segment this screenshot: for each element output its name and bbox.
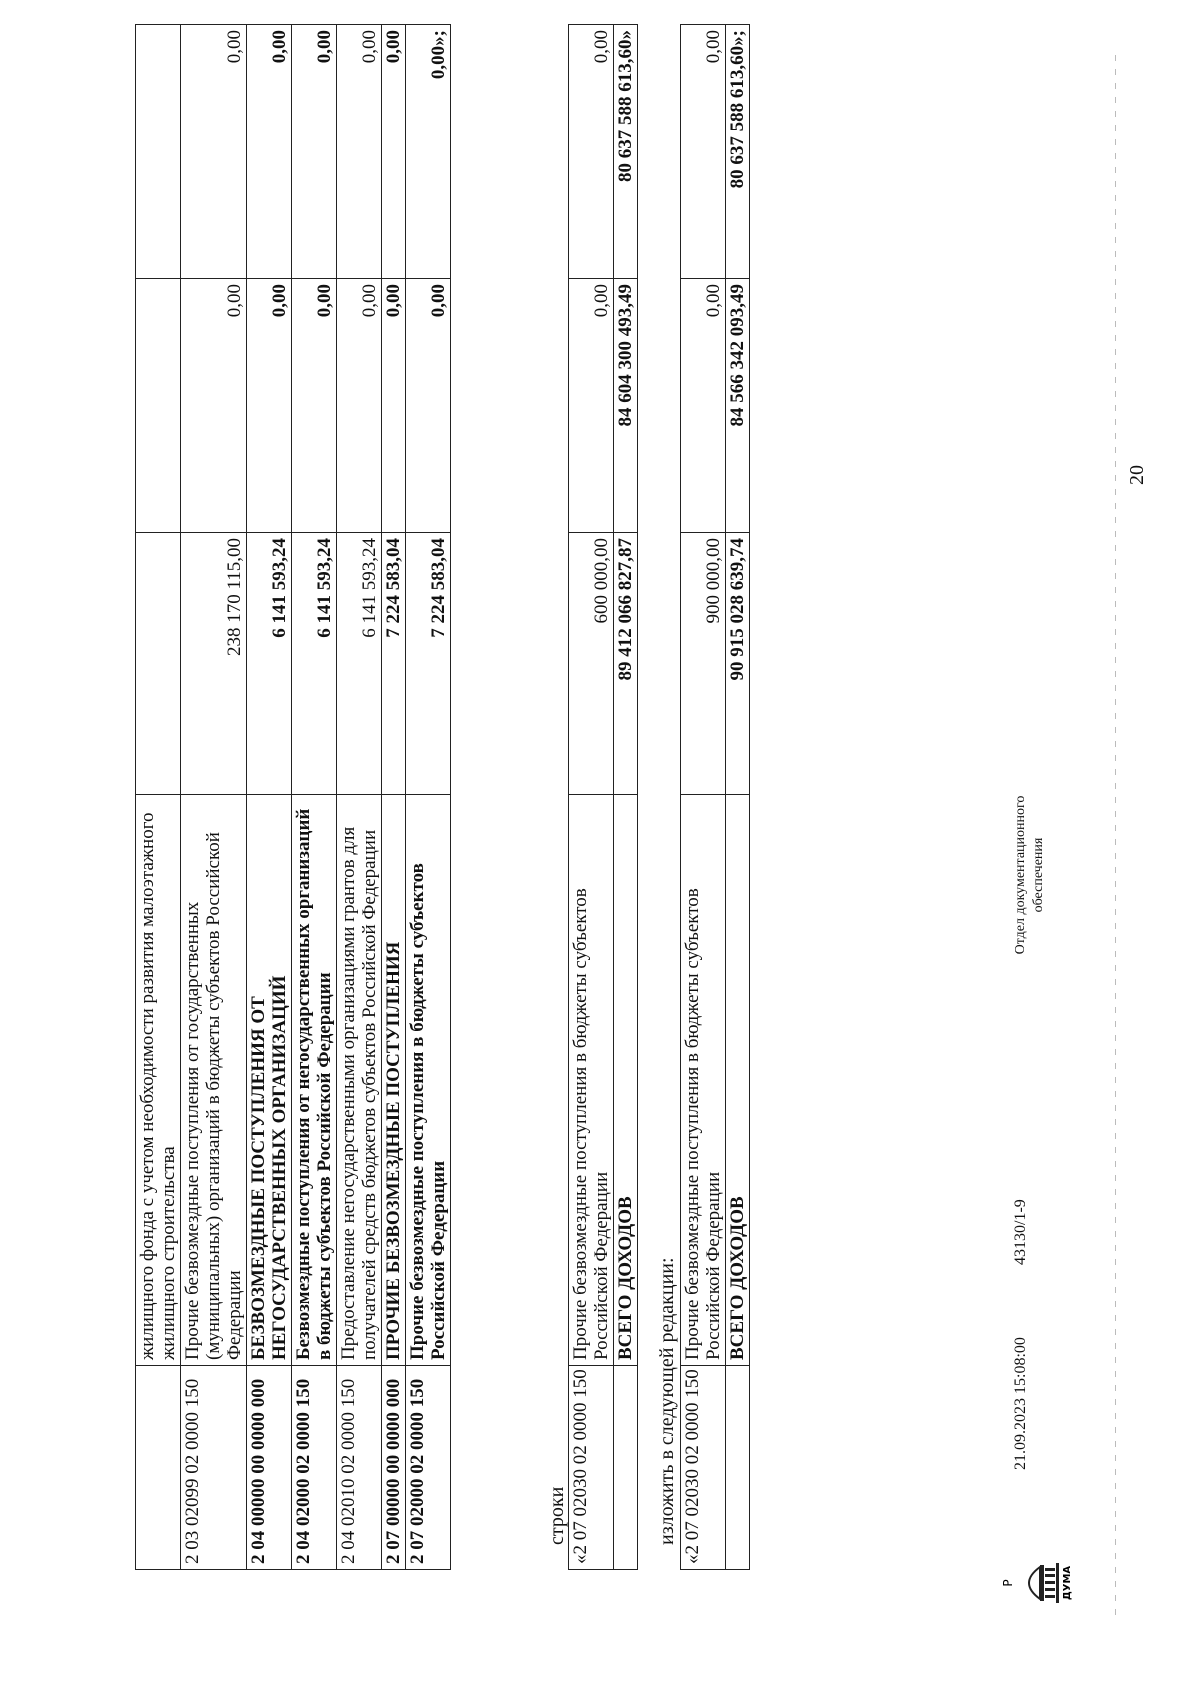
code-cell: 2 04 00000 00 0000 000 xyxy=(247,1366,292,1570)
old-table-row xyxy=(569,25,614,1570)
value-2025-cell: 0,00 xyxy=(337,25,382,279)
table-row xyxy=(292,25,337,1570)
revenue-table-body xyxy=(136,25,451,1570)
new-table-row xyxy=(681,25,726,1570)
value-2025-cell: 80 637 588 613,60» xyxy=(614,25,638,279)
name-cell: Предоставление негосударственными организациями грантов для получателей средств бюджетов субъектов Российской Федерации xyxy=(337,795,382,1366)
new-edition-label: изложить в следующей редакции: xyxy=(656,1257,678,1545)
value-2024-cell: 0,00 xyxy=(382,279,406,533)
table-row xyxy=(181,25,247,1570)
table-row xyxy=(406,25,451,1570)
code-cell: «2 07 02030 02 0000 150 xyxy=(569,1366,614,1570)
value-2023-cell: 600 000,00 xyxy=(569,533,614,795)
code-cell xyxy=(614,1366,638,1570)
value-2023-cell: 900 000,00 xyxy=(681,533,726,795)
page-number: 20 xyxy=(1126,465,1148,485)
value-2025-cell: 0,00 xyxy=(247,25,292,279)
code-cell: «2 07 02030 02 0000 150 xyxy=(681,1366,726,1570)
name-cell: ВСЕГО ДОХОДОВ xyxy=(726,795,750,1366)
value-2025-cell xyxy=(136,25,181,279)
name-cell: ПРОЧИЕ БЕЗВОЗМЕЗДНЫЕ ПОСТУПЛЕНИЯ xyxy=(382,795,406,1366)
footer-department-line2: обеспечения xyxy=(1031,837,1046,913)
code-cell xyxy=(136,1366,181,1570)
value-2023-cell: 7 224 583,04 xyxy=(406,533,451,795)
value-2025-cell: 0,00 xyxy=(382,25,406,279)
value-2023-cell: 90 915 028 639,74 xyxy=(726,533,750,795)
name-cell: жилищного фонда с учетом необходимости развития малоэтажного жилищного строительства xyxy=(136,795,181,1366)
value-2024-cell: 0,00 xyxy=(681,279,726,533)
value-2024-cell: 0,00 xyxy=(406,279,451,533)
new-rows-table xyxy=(680,24,750,1570)
value-2025-cell: 80 637 588 613,60»; xyxy=(726,25,750,279)
code-cell: 2 04 02000 02 0000 150 xyxy=(292,1366,337,1570)
name-cell: Прочие безвозмездные поступления в бюджеты субъектов Российской Федерации xyxy=(681,795,726,1366)
footer-department-line1: Отдел документационного xyxy=(1013,795,1028,955)
code-cell: 2 07 02000 02 0000 150 xyxy=(406,1366,451,1570)
value-2023-cell: 6 141 593,24 xyxy=(247,533,292,795)
rows-label: строки xyxy=(546,1486,568,1545)
name-cell: БЕЗВОЗМЕЗДНЫЕ ПОСТУПЛЕНИЯ ОТ НЕГОСУДАРСТВЕННЫХ ОРГАНИЗАЦИЙ xyxy=(247,795,292,1366)
value-2023-cell: 6 141 593,24 xyxy=(292,533,337,795)
value-2023-cell xyxy=(136,533,181,795)
footer-department xyxy=(1012,760,1048,990)
logo-text: ДУМА xyxy=(1062,1565,1072,1601)
name-cell: Прочие безвозмездные поступления в бюджеты субъектов Российской Федерации xyxy=(406,795,451,1366)
value-2024-cell: 0,00 xyxy=(292,279,337,533)
value-2024-cell xyxy=(136,279,181,533)
value-2023-cell: 89 412 066 827,87 xyxy=(614,533,638,795)
revenue-table xyxy=(135,24,451,1570)
value-2024-cell: 0,00 xyxy=(337,279,382,533)
name-cell: Прочие безвозмездные поступления в бюджеты субъектов Российской Федерации xyxy=(569,795,614,1366)
footer-doc-number: 43130/1-9 xyxy=(1012,1199,1029,1265)
old-rows-body xyxy=(569,25,638,1570)
value-2024-cell: 84 566 342 093,49 xyxy=(726,279,750,533)
value-2024-cell: 0,00 xyxy=(247,279,292,533)
old-rows-table xyxy=(568,24,638,1570)
value-2025-cell: 0,00 xyxy=(681,25,726,279)
value-2024-cell: 84 604 300 493,49 xyxy=(614,279,638,533)
code-cell: 2 04 02010 02 0000 150 xyxy=(337,1366,382,1570)
table-row xyxy=(136,25,181,1570)
value-2024-cell: 0,00 xyxy=(569,279,614,533)
table-row xyxy=(337,25,382,1570)
table-row xyxy=(382,25,406,1570)
logo-letter: Р xyxy=(1001,1579,1015,1587)
table-row xyxy=(247,25,292,1570)
value-2023-cell: 238 170 115,00 xyxy=(181,533,247,795)
new-rows-body xyxy=(681,25,750,1570)
scan-noise xyxy=(1115,55,1116,1615)
value-2025-cell: 0,00 xyxy=(181,25,247,279)
code-cell: 2 07 00000 00 0000 000 xyxy=(382,1366,406,1570)
code-cell xyxy=(726,1366,750,1570)
value-2023-cell: 7 224 583,04 xyxy=(382,533,406,795)
name-cell: Безвозмездные поступления от негосударственных организаций в бюджеты субъектов Российской Федерации xyxy=(292,795,337,1366)
name-cell: Прочие безвозмездные поступления от государственных (муниципальных) организаций в бюджеты субъектов Российской Федерации xyxy=(181,795,247,1366)
value-2025-cell: 0,00 xyxy=(569,25,614,279)
value-2025-cell: 0,00 xyxy=(292,25,337,279)
footer-datetime: 21.09.2023 15:08:00 xyxy=(1012,1337,1029,1470)
duma-emblem-icon xyxy=(1000,1553,1072,1613)
old-table-row xyxy=(614,25,638,1570)
name-cell: ВСЕГО ДОХОДОВ xyxy=(614,795,638,1366)
value-2025-cell: 0,00»; xyxy=(406,25,451,279)
value-2023-cell: 6 141 593,24 xyxy=(337,533,382,795)
new-table-row xyxy=(726,25,750,1570)
duma-logo xyxy=(1000,1553,1077,1613)
value-2024-cell: 0,00 xyxy=(181,279,247,533)
code-cell: 2 03 02099 02 0000 150 xyxy=(181,1366,247,1570)
